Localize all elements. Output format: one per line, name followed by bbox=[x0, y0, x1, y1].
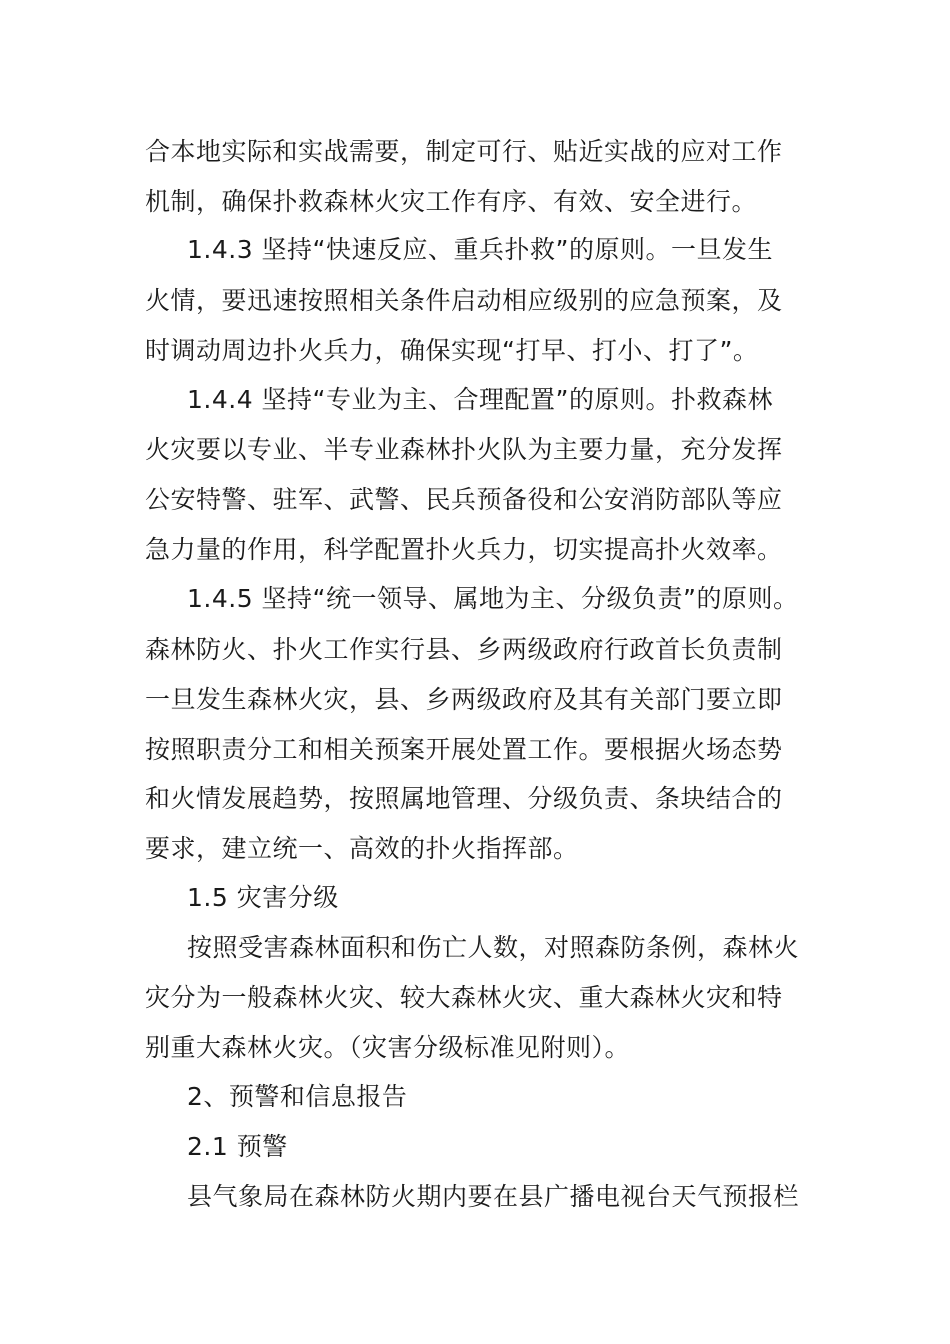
body-text-line: 别重大森林火灾。（灾害分级标准见附则）。 bbox=[145, 1033, 631, 1062]
body-text-line: 急力量的作用，科学配置扑火兵力，切实提高扑火效率。 bbox=[145, 535, 783, 564]
body-text-line: 和火情发展趋势，按照属地管理、分级负责、条块结合的 bbox=[145, 784, 783, 813]
body-text-line: 森林防火、扑火工作实行县、乡两级政府行政首长负责制 bbox=[145, 635, 783, 664]
body-text-line: 一旦发生森林火灾，县、乡两级政府及其有关部门要立即 bbox=[145, 685, 783, 714]
section-heading-1-5: 1.5 灾害分级 bbox=[187, 883, 339, 912]
body-text-line: 合本地实际和实战需要，制定可行、贴近实战的应对工作 bbox=[145, 137, 783, 166]
section-1-4-5-line: 1.4.5 坚持“统一领导、属地为主、分级负责”的原则。 bbox=[187, 584, 799, 613]
body-text-line: 按照受害森林面积和伤亡人数，对照森防条例，森林火 bbox=[187, 933, 800, 962]
section-1-4-3-line: 1.4.3 坚持“快速反应、重兵扑救”的原则。一旦发生 bbox=[187, 235, 773, 264]
body-text-line: 火灾要以专业、半专业森林扑火队为主要力量，充分发挥 bbox=[145, 435, 783, 464]
body-text-line: 按照职责分工和相关预案开展处置工作。要根据火场态势 bbox=[145, 735, 783, 764]
section-1-4-4-line: 1.4.4 坚持“专业为主、合理配置”的原则。扑救森林 bbox=[187, 385, 773, 414]
body-text-line: 县气象局在森林防火期内要在县广播电视台天气预报栏 bbox=[187, 1182, 800, 1211]
body-text-line: 机制，确保扑救森林火灾工作有序、有效、安全进行。 bbox=[145, 187, 758, 216]
body-text-line: 时调动周边扑火兵力，确保实现“打早、打小、打了”。 bbox=[145, 336, 759, 365]
body-text-line: 要求，建立统一、高效的扑火指挥部。 bbox=[145, 834, 579, 863]
body-text-line: 火情，要迅速按照相关条件启动相应级别的应急预案，及 bbox=[145, 286, 783, 315]
section-heading-2-1: 2.1 预警 bbox=[187, 1132, 288, 1161]
section-heading-2: 2、预警和信息报告 bbox=[187, 1082, 408, 1111]
body-text-line: 公安特警、驻军、武警、民兵预备役和公安消防部队等应 bbox=[145, 485, 783, 514]
body-text-line: 灾分为一般森林火灾、较大森林火灾、重大森林火灾和特 bbox=[145, 983, 783, 1012]
